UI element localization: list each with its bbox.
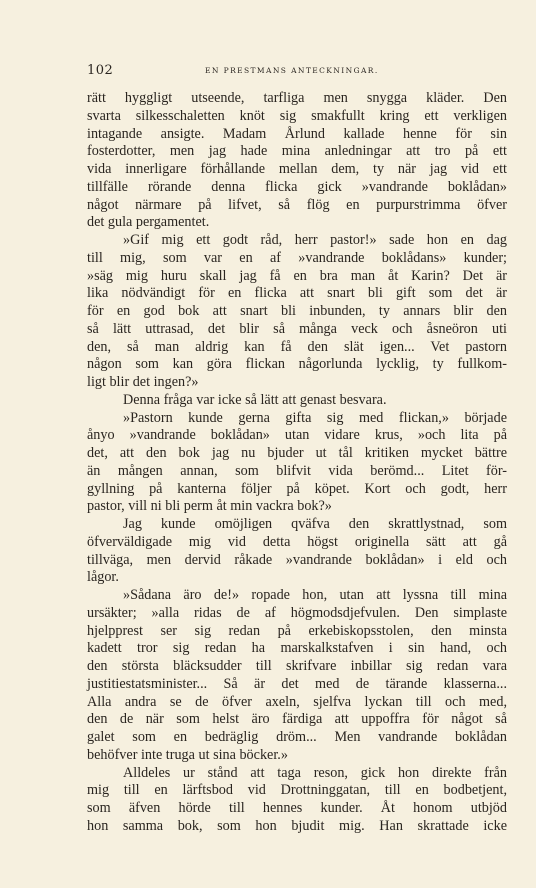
page-number: 102: [87, 63, 114, 78]
text-line: »Pastorn kunde gerna gifta sig med flickan,» började: [123, 409, 507, 426]
text-line: så lätt uttrasad, det blir så många veck och åsneöron uti: [87, 320, 507, 337]
text-line: »Gif mig ett godt råd, herr pastor!» sade hon en dag: [123, 232, 507, 248]
body-text: [87, 90, 507, 836]
text-line: den de när som helst äro färdiga att uppoffra för något så: [87, 711, 507, 728]
text-line: fosterdotter, men jag hade mina anledningar att tro på ett: [87, 143, 507, 160]
running-title: EN PRESTMANS ANTECKNINGAR.: [205, 66, 379, 75]
text-line: ursäkter; »alla ridas de af högmodsdjefvulen. Den simplaste: [87, 604, 507, 621]
text-line: Denna fråga var icke så lätt att genast besvara.: [123, 391, 387, 408]
page-header: [87, 63, 507, 79]
text-line: öfverväldigade mig vid detta högst originella sätt att gå: [87, 533, 507, 550]
text-line: pastor, vill ni bli perm åt min vackra bok?»: [87, 498, 332, 515]
text-line: lågor.: [87, 569, 119, 586]
text-line: »Sådana äro de!» ropade hon, utan att lyssna till mina: [123, 587, 507, 603]
text-line: »säg mig huru skall jag få en bra man åt Karin? Det är: [87, 267, 507, 284]
text-line: ånyo »vandrande boklådan» utan vidare krus, »och lita på: [87, 427, 507, 444]
text-line: till mig, som var en af »vandrande boklådans» kunder;: [87, 249, 507, 266]
text-line: Alldeles ur stånd att taga reson, gick hon direkte från: [123, 764, 507, 781]
text-line: galet som en bedräglig dröm... Men vandrande boklådan: [87, 729, 507, 745]
text-line: än mången annan, som blifvit vida berömd... Litet för-: [87, 462, 507, 479]
text-line: vida innerligare förhållande mellan dem, ty när jag vid ett: [87, 161, 507, 177]
text-line: den, så man aldrig kan få den slät igen... Vet pastorn: [87, 338, 507, 355]
text-line: hjelpprest ser sig redan på erkebiskopsstolen, den minsta: [87, 622, 507, 639]
text-line: hon samma bok, som hon bjudit mig. Han skrattade icke: [87, 817, 507, 834]
text-line: behöfver inte truga ut sina böcker.»: [87, 746, 288, 763]
text-line: det gula pergamentet.: [87, 214, 210, 231]
text-line: rätt hyggligt utseende, tarfliga men snygga kläder. Den: [87, 90, 507, 106]
text-line: någon som kan göra flickan någorlunda lycklig, ty fullkom-: [87, 356, 507, 373]
text-line: kadett tror sig redan ha marskalkstafven i sin hand, och: [87, 640, 507, 657]
text-line: som äfven hörde till hennes kunder. Åt honom utbjöd: [87, 800, 507, 816]
text-line: den största bläcksudder till skrifvare inbillar sig redan vara: [87, 658, 507, 674]
text-line: något närmare på lifvet, så flög en purpurstrimma öfver: [87, 196, 507, 213]
text-line: justitiestatsminister... Så är det med de tärande klasserna...: [87, 675, 507, 692]
text-line: intagande ansigte. Madam Årlund kallade henne för sin: [87, 125, 507, 142]
text-line: ligt blir det ingen?»: [87, 374, 199, 390]
text-line: tillfälle rörande denna flicka gick »vandrande boklådan»: [87, 178, 507, 195]
text-line: svarta silkesschaletten knöt sig smakfullt kring ett verkligen: [87, 107, 507, 124]
text-line: det, att den bok jag nu bjuder ut tål kritiken mycket bättre: [87, 445, 507, 461]
text-line: gyllning på kanterna följer på köpet. Kort och godt, herr: [87, 480, 507, 497]
text-line: Jag kunde omöjligen qväfva den skrattlystnad, som: [123, 516, 507, 532]
text-line: för en god bok att snart bli inbunden, ty annars blir den: [87, 303, 507, 319]
text-line: lika nödvändigt för en flicka att snart bli gift som det är: [87, 285, 507, 302]
text-line: mig till en lärftsbod vid Drottninggatan, till en bodbetjent,: [87, 782, 507, 799]
text-line: Alla andra se de öfver axeln, sjelfva lyckan till och med,: [87, 693, 507, 710]
text-line: tillväga, men dervid råkade »vandrande boklådan» i eld och: [87, 551, 507, 568]
